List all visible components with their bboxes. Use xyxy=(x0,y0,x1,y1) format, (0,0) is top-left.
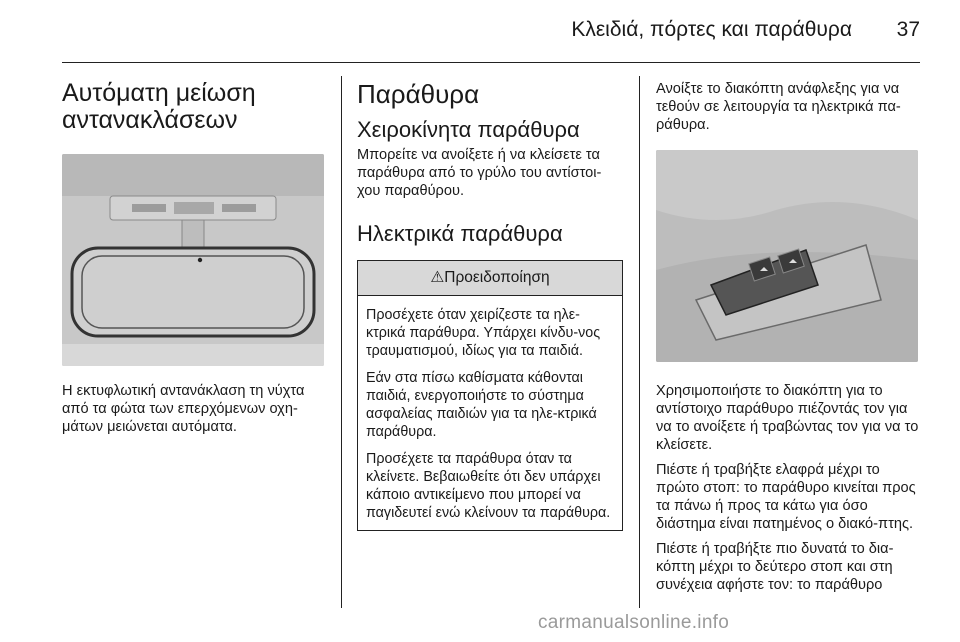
column-middle xyxy=(357,80,623,531)
mirror-illustration xyxy=(62,154,324,366)
page-header-title: Κλειδιά, πόρτες και παράθυρα xyxy=(571,18,852,41)
warning-body xyxy=(358,296,622,530)
header-rule xyxy=(62,62,920,63)
second-stop-text: Πιέστε ή τραβήξτε πιο δυνατά το δια-κόπτη μέχρι το δεύτερο στοπ και στη συνέχεια αφήστε τον: το παράθυρο xyxy=(656,541,894,593)
warning-icon: ⚠ xyxy=(430,269,445,286)
column-divider-2 xyxy=(639,76,640,608)
warning-paragraph-3: Προσέχετε τα παράθυρα όταν τα κλείνετε. Βεβαιωθείτε ότι δεν υπάρχει κάποιο αντικείμενο που μπορεί να παγιδευτεί ενώ κλείνουν τα παράθυρα. xyxy=(366,451,611,521)
warning-title: Προειδοποίηση xyxy=(444,269,550,286)
column-right xyxy=(656,80,926,594)
column-left xyxy=(62,80,324,436)
subheading-power-windows: Ηλεκτρικά παράθυρα xyxy=(357,221,563,246)
ignition-text: Ανοίξτε το διακόπτη ανάφλεξης για να τεθούν σε λειτουργία τα ηλεκτρικά πα-ράθυρα. xyxy=(656,81,901,133)
warning-paragraph-1: Προσέχετε όταν χειρίζεστε τα ηλε-κτρικά παράθυρα. Υπάρχει κίνδυ-νος τραυματισμού, ιδίως για τα παιδιά. xyxy=(366,307,601,359)
window-switch-illustration xyxy=(656,150,918,362)
column-divider-1 xyxy=(341,76,342,608)
page-number: 37 xyxy=(896,18,920,41)
warning-paragraph-2: Εάν στα πίσω καθίσματα κάθονται παιδιά, ενεργοποιήστε το σύστημα ασφαλείας παιδιών για τα ηλε-κτρικά παράθυρα. xyxy=(366,370,597,440)
manual-windows-text: Μπορείτε να ανοίξετε ή να κλείσετε τα παράθυρα από το γρύλο του αντίστοι-χου παραθύρου. xyxy=(357,147,602,199)
switch-usage-text: Χρησιμοποιήστε το διακόπτη για το αντίστοιχο παράθυρο πιέζοντάς τον για να το ανοίξετε ή τραβώντας τον για να το κλείσετε. xyxy=(656,383,919,453)
warning-box xyxy=(357,260,623,531)
watermark: carmanualsonline.info xyxy=(538,612,730,633)
warning-header xyxy=(358,261,622,296)
first-stop-text: Πιέστε ή τραβήξτε ελαφρά μέχρι το πρώτο στοπ: το παράθυρο κινείται προς τα πάνω ή προς τα κάτω για όσο διάστημα είναι πατημένος ο διακό-πτης. xyxy=(656,462,916,532)
section-heading-windows: Παράθυρα xyxy=(357,79,480,109)
mirror-description: Η εκτυφλωτική αντανάκλαση τη νύχτα από τα φώτα των επερχόμενων οχη-μάτων μειώνεται αυτόματα. xyxy=(62,383,305,435)
section-heading-mirror: Αυτόματη μείωση αντανακλάσεων xyxy=(62,79,256,134)
subheading-manual-windows: Χειροκίνητα παράθυρα xyxy=(357,117,580,142)
